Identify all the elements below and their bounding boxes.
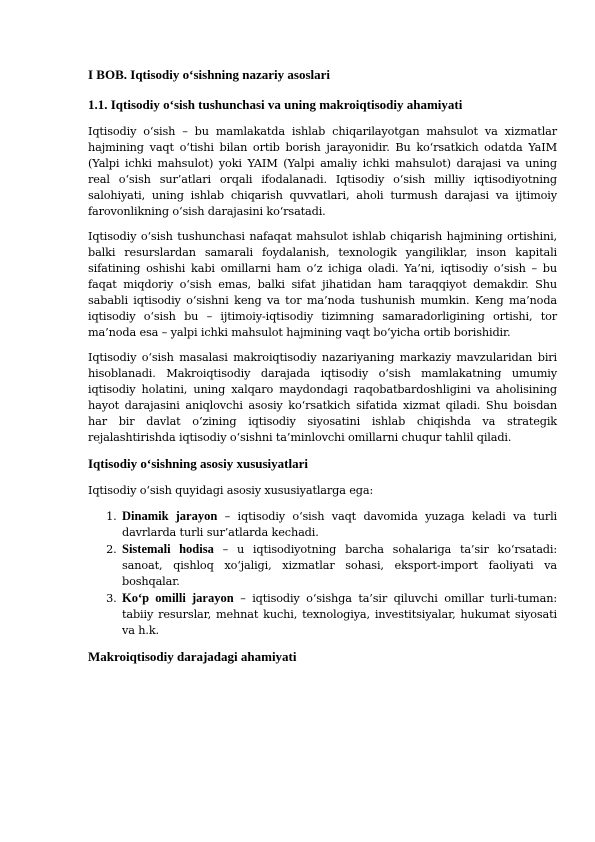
features-list	[88, 508, 557, 639]
list-item	[120, 508, 557, 541]
next-heading: Makroiqtisodiy darajadagi ahamiyati	[88, 649, 297, 664]
feature-text: – iqtisodiy o‘sishga ta’sir qiluvchi omillar turli-tuman: tabiiy resurslar, mehnat kuchi, texnologiya, investitsiyalar, hukumat siyosati va h.k.	[122, 592, 557, 637]
feature-term: Ko‘p omilli jarayon	[122, 591, 234, 605]
chapter-title: I BOB. Iqtisodiy o‘sishning nazariy asoslari	[88, 67, 330, 82]
paragraph-definition: Iqtisodiy o‘sish – bu mamlakatda ishlab chiqarilayotgan mahsulot va xizmatlar hajmining vaqt o‘tishi bilan ortib borish jarayonidir. Bu ko‘rsatkich odatda YaIM (Yalpi ichki mahsulot) yoki YAIM (Yalpi amaliy ichki mahsulot) darajasi va uning real o‘sish sur’atlari orqali ifodalanadi. Iqtisodiy o‘sish milliy iqtisodiyotning salohiyati, uning ishlab chiqarish quvvatlari, aholi turmush darajasi va ijtimoiy farovonlikning o‘sish darajasini ko‘rsatadi.	[88, 125, 557, 218]
section-title: 1.1. Iqtisodiy o‘sish tushunchasi va uning makroiqtisodiy ahamiyati	[88, 97, 463, 112]
features-intro: Iqtisodiy o‘sish quyidagi asosiy xususiyatlarga ega:	[88, 484, 374, 497]
feature-term: Dinamik jarayon	[122, 509, 218, 523]
features-heading: Iqtisodiy o‘sishning asosiy xususiyatlari	[88, 456, 308, 471]
feature-term: Sistemali hodisa	[122, 542, 214, 556]
list-item	[120, 541, 557, 590]
feature-text: – u iqtisodiyotning barcha sohalariga ta’sir ko‘rsatadi: sanoat, qishloq xo‘jaligi, xizmatlar sohasi, eksport-import faoliyati va boshqalar.	[122, 543, 557, 588]
document-page	[88, 66, 557, 676]
paragraph-macro: Iqtisodiy o‘sish masalasi makroiqtisodiy nazariyaning markaziy mavzularidan biri hisoblanadi. Makroiqtisodiy darajada iqtisodiy o‘sish mamlakatning umumiy iqtisodiy holatini, uning xalqaro maydondagi raqobatbardoshligini va aholisining hayot darajasini aniqlovchi asosiy ko‘rsatkich sifatida xizmat qiladi. Shu boisdan har bir davlat o‘zining iqtisodiy siyosatini ishlab chiqishda va strategik rejalashtirishda iqtisodiy o‘sishni ta’minlovchi omillarni chuqur tahlil qiladi.	[88, 351, 557, 444]
feature-text: – iqtisodiy o‘sish vaqt davomida yuzaga keladi va turli davrlarda turli sur’atlarda kechadi.	[122, 510, 557, 539]
list-item	[120, 590, 557, 639]
paragraph-concept: Iqtisodiy o‘sish tushunchasi nafaqat mahsulot ishlab chiqarish hajmining ortishini, balki resurslardan samarali foydalanish, texnologik yangiliklar, inson kapitali sifatining oshishi kabi omillarni ham o‘z ichiga oladi. Ya’ni, iqtisodiy o‘sish – bu faqat miqdoriy o‘sish emas, balki sifat jihatidan ham taraqqiyot demakdir. Shu sababli iqtisodiy o‘sishni keng va tor ma’noda tushunish mumkin. Keng ma’noda iqtisodiy o‘sish bu – ijtimoiy-iqtisodiy tizimning samaradorligining ortishi, tor ma’noda esa – yalpi ichki mahsulot hajmining vaqt bo‘yicha ortib borishidir.	[88, 230, 557, 339]
